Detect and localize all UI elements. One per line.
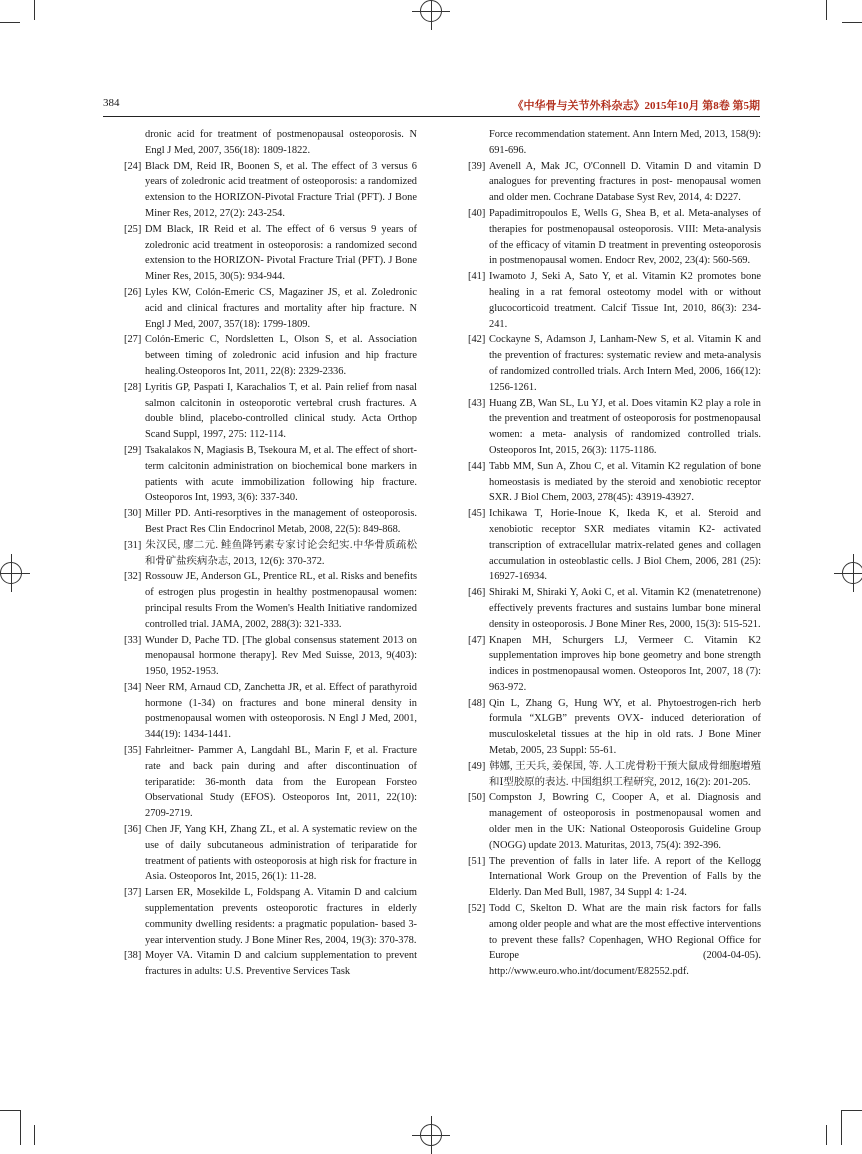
reference-text: Colón-Emeric C, Nordsletten L, Olson S, et al. Association between timing of zoledronic acid infusion and hip fracture healing.Osteoporos Int, 2011, 22(8): 2329-2336.: [145, 334, 417, 377]
reference-number: [28]: [124, 381, 142, 393]
reference-number: [44]: [468, 460, 486, 472]
reference-entry: [124, 443, 417, 506]
reference-entry: [124, 332, 417, 379]
registration-mark-icon: [420, 0, 442, 22]
reference-text: Avenell A, Mak JC, O'Connell D. Vitamin D and vitamin D analogues for preventing fractures in post- menopausal women and older men. Cochrane Database Syst Rev, 2014, 4: D227.: [489, 160, 761, 204]
reference-number: [42]: [468, 334, 486, 346]
crop-mark: [0, 1110, 20, 1111]
reference-entry: [468, 206, 761, 269]
journal-title: 《中华骨与关节外科杂志》2015年10月 第8卷 第5期: [512, 100, 760, 112]
reference-text: Lyritis GP, Paspati I, Karachalios T, et al. Pain relief from nasal salmon calcitonin in osteoporotic vertebral crush fractures. A double blind, placebo-controlled clinical study. Acta Orthop Scand Suppl, 1997, 275: 112-114.: [145, 381, 417, 441]
registration-mark-icon: [0, 562, 22, 584]
reference-entry: [468, 506, 761, 585]
reference-text: Moyer VA. Vitamin D and calcium supplementation to prevent fractures in adults: U.S. Preventive Services Task: [145, 950, 417, 978]
reference-text: Larsen ER, Mosekilde L, Foldspang A. Vitamin D and calcium supplementation prevents osteoporotic fractures in elderly community dwelling residents: a pragmatic population- based 3- year intervention study. J Bone Miner Res, 2004, 19(3): 370-378.: [145, 887, 417, 946]
reference-entry: [468, 790, 761, 853]
crop-mark: [34, 1125, 35, 1145]
reference-entry: [468, 159, 761, 206]
crop-mark: [842, 1110, 862, 1111]
reference-number: [51]: [468, 855, 486, 867]
reference-number: [31]: [124, 539, 142, 551]
reference-entry: [468, 396, 761, 459]
reference-text: Cockayne S, Adamson J, Lanham-New S, et al. Vitamin K and the prevention of fractures: systematic review and meta-analysis of randomized controlled trials. Arch Intern Med, 2006, 166(12): 1256-1261.: [489, 334, 761, 393]
reference-text: Papadimitropoulos E, Wells G, Shea B, et al. Meta-analyses of therapies for postmenopausal osteoporosis. VIII: Meta-analysis of the efficacy of vitamin D treatment in preventing osteoporosis in postmenopausal women. Endocr Rev, 2002, 23(4): 560-569.: [489, 207, 761, 267]
reference-text: 朱汉民, 廖二元. 鲑鱼降钙素专家讨论会纪实.中华骨质疏松和骨矿盐疾病杂志, 2013, 12(6): 370-372.: [145, 539, 417, 567]
reference-text: Tsakalakos N, Magiasis B, Tsekoura M, et al. The effect of short- term calcitonin administration on biochemical bone markers in patients with acute immobilization following hip fracture. Osteoporos Int, 1993, 3(6): 337-340.: [145, 444, 417, 504]
reference-number: [27]: [124, 334, 142, 346]
reference-text: Tabb MM, Sun A, Zhou C, et al. Vitamin K2 regulation of bone homeostasis is mediated by the steroid and xenobiotic receptor SXR. J Biol Chem, 2003, 278(45): 43919-43927.: [489, 460, 761, 504]
reference-entry: [468, 696, 761, 759]
reference-text: Qin L, Zhang G, Hung WY, et al. Phytoestrogen-rich herb formula “XLGB” prevents OVX- induced deterioration of musculoskeletal tissues at the hip in old rats. J Bone Miner Metab, 2005, 23 Suppl: 55-61.: [489, 697, 761, 757]
reference-number: [45]: [468, 508, 486, 520]
header-divider: [103, 116, 760, 117]
reference-entry: [124, 222, 417, 285]
reference-text: Todd C, Skelton D. What are the main risk factors for falls among older people and what are the most effective interventions to prevent these falls? Copenhagen, WHO Regional Office for Europe (2004-04-05). http://www.euro.who.int/document/E82552.pdf.: [489, 903, 761, 978]
reference-number: [33]: [124, 634, 142, 646]
reference-entry: [124, 569, 417, 632]
reference-number: [48]: [468, 697, 486, 709]
crop-mark: [20, 1110, 21, 1145]
reference-entry: [124, 159, 417, 222]
reference-number: [38]: [124, 950, 142, 962]
reference-text: Black DM, Reid IR, Boonen S, et al. The effect of 3 versus 6 years of zoledronic acid treatment of osteoporosis: a randomized extension to the HORIZON-Pivotal Fracture Trial (PFT). J Bone Miner Res, 2012, 27(2): 243-254.: [145, 160, 417, 219]
reference-entry: [124, 680, 417, 743]
reference-number: [50]: [468, 792, 486, 804]
reference-number: [47]: [468, 634, 486, 646]
reference-number: [49]: [468, 760, 486, 772]
crop-mark: [826, 0, 827, 20]
reference-entry: [124, 743, 417, 822]
reference-number: [40]: [468, 207, 486, 219]
reference-text: Iwamoto J, Seki A, Sato Y, et al. Vitamin K2 promotes bone healing in a rat femoral osteotomy model with or without glucocorticoid treatment. Calcif Tissue Int, 2010, 86(3): 234-241.: [489, 271, 761, 330]
reference-number: [30]: [124, 508, 142, 520]
reference-number: [35]: [124, 745, 142, 757]
reference-entry: [468, 633, 761, 696]
reference-entry: [124, 127, 417, 159]
reference-number: [36]: [124, 824, 142, 836]
reference-text: Chen JF, Yang KH, Zhang ZL, et al. A systematic review on the use of daily subcutaneous administration of teriparatide for treatment of patients with osteoporosis at high risk for fracture in Asia. Osteoporos Int, 2015, 26(1): 11-28.: [145, 824, 417, 883]
reference-entry: [468, 759, 761, 791]
reference-number: [32]: [124, 571, 142, 583]
reference-text: 韩娜, 王天兵, 姜保国, 等. 人工虎骨粉干预大鼠成骨细胞增殖和Ⅰ型胶原的表达. 中国组织工程研究, 2012, 16(2): 201-205.: [489, 760, 761, 788]
reference-number: [29]: [124, 444, 142, 456]
reference-text: Miller PD. Anti-resorptives in the management of osteoporosis. Best Pract Res Clin Endocrinol Metab, 2008, 22(5): 849-868.: [145, 508, 417, 535]
reference-entry: [468, 332, 761, 395]
reference-number: [52]: [468, 903, 486, 915]
reference-text: Fahrleitner- Pammer A, Langdahl BL, Marin F, et al. Fracture rate and back pain during and after discontinuation of teriparatide: 36-month data from the European Forsteo Observational Study (EFOS). Osteoporos Int, 2011, 22(10): 2709-2719.: [145, 745, 417, 820]
reference-text: Ichikawa T, Horie-Inoue K, Ikeda K, et al. Steroid and xenobiotic receptor SXR mediates vitamin K2- activated transcription of extracellular matrix-related genes and collagen accumulation in osteoblastic cells. J Biol Chem, 2006, 281 (25): 16927-16934.: [489, 508, 761, 583]
crop-mark: [0, 22, 20, 23]
reference-entry: [468, 854, 761, 901]
reference-entry: [468, 901, 761, 980]
reference-number: [43]: [468, 397, 486, 409]
reference-number: [26]: [124, 286, 142, 298]
reference-text: Rossouw JE, Anderson GL, Prentice RL, et al. Risks and benefits of estrogen plus progestin in healthy postmenopausal women: principal results From the Women's Health Initiative randomized controlled trial. JAMA, 2002, 288(3): 321-333.: [145, 571, 417, 630]
reference-text: Force recommendation statement. Ann Intern Med, 2013, 158(9): 691-696.: [489, 129, 761, 156]
reference-entry: [124, 948, 417, 980]
reference-entry: [124, 633, 417, 680]
crop-mark: [826, 1125, 827, 1145]
reference-entry: [124, 285, 417, 332]
crop-mark: [842, 22, 862, 23]
page-header: [103, 97, 760, 113]
reference-entry: [124, 538, 417, 570]
reference-entry: [468, 459, 761, 506]
reference-text: Compston J, Bowring C, Cooper A, et al. Diagnosis and management of osteoporosis in postmenopausal women and older men in the UK: National Osteoporosis Guideline Group (NOGG) update 2013. Maturitas, 2013, 75(4): 392-396.: [489, 792, 761, 851]
reference-entry: [468, 269, 761, 332]
reference-text: DM Black, IR Reid et al. The effect of 6 versus 9 years of zoledronic acid treatment in osteoporosis: a randomized second extension to the HORIZON- Pivotal Fracture Trial (PFT). J Bone Miner Res, 2015, 30(5): 934-944.: [145, 223, 417, 283]
reference-number: [41]: [468, 271, 486, 283]
crop-mark: [34, 0, 35, 20]
reference-entry: [124, 506, 417, 538]
reference-text: Shiraki M, Shiraki Y, Aoki C, et al. Vitamin K2 (menatetrenone) effectively prevents fractures and sustains lumbar bone mineral density in osteoporosis. J Bone Miner Res, 2000, 15(3): 515-521.: [489, 587, 761, 630]
reference-text: The prevention of falls in later life. A report of the Kellogg International Work Group on the Prevention of Falls by the Elderly. Dan Med Bull, 1987, 34 Suppl 4: 1-24.: [489, 855, 761, 899]
reference-number: [37]: [124, 887, 142, 899]
reference-column-left: [124, 127, 417, 980]
reference-number: [25]: [124, 223, 142, 235]
reference-number: [46]: [468, 587, 486, 599]
reference-text: Neer RM, Arnaud CD, Zanchetta JR, et al. Effect of parathyroid hormone (1-34) on fractures and bone mineral density in postmenopausal women with osteoporosis. N Engl J Med, 2001, 344(19): 1434-1441.: [145, 681, 417, 741]
registration-mark-icon: [842, 562, 862, 584]
reference-entry: [468, 127, 761, 159]
crop-mark: [841, 1110, 842, 1145]
reference-number: [39]: [468, 160, 486, 172]
reference-text: Lyles KW, Colón-Emeric CS, Magaziner JS, et al. Zoledronic acid and clinical fractures and mortality after hip fracture. N Engl J Med, 2007, 357(18): 1799-1809.: [145, 286, 417, 330]
reference-entry: [124, 822, 417, 885]
reference-entry: [468, 585, 761, 632]
page-number: 384: [103, 97, 120, 109]
registration-mark-icon: [420, 1124, 442, 1146]
reference-text: dronic acid for treatment of postmenopausal osteoporosis. N Engl J Med, 2007, 356(18): 1809-1822.: [145, 129, 417, 156]
reference-text: Huang ZB, Wan SL, Lu YJ, et al. Does vitamin K2 play a role in the prevention and treatment of osteoporosis for postmenopausal women: a meta- analysis of randomized controlled trials. Osteoporos Int, 2015, 26(3): 1175-1186.: [489, 397, 761, 456]
reference-text: Wunder D, Pache TD. [The global consensus statement 2013 on menopausal hormone therapy]. Rev Med Suisse, 2013, 9(403): 1950, 1952-1953.: [145, 634, 417, 678]
reference-text: Knapen MH, Schurgers LJ, Vermeer C. Vitamin K2 supplementation improves hip bone geometry and bone strength indices in postmenopausal women. Osteoporos Int, 2007, 18 (7): 963-972.: [489, 634, 761, 693]
reference-entry: [124, 380, 417, 443]
reference-entry: [124, 885, 417, 948]
reference-column-right: [468, 127, 761, 980]
reference-number: [34]: [124, 681, 142, 693]
reference-number: [24]: [124, 160, 142, 172]
